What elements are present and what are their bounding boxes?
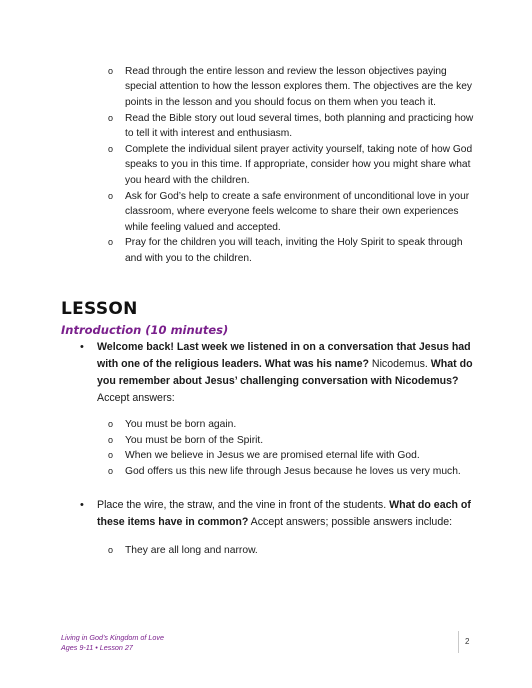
list-item-text: They are all long and narrow. [125, 545, 258, 556]
list-item [108, 142, 480, 188]
welcome-question-item [82, 339, 484, 407]
bullet-dot-icon: • [80, 499, 84, 511]
answers-list [108, 417, 480, 480]
footer-divider [458, 631, 459, 653]
possible-answers-list [108, 543, 480, 559]
preparation-list [108, 64, 480, 267]
circle-bullet-icon: o [108, 450, 114, 461]
circle-bullet-icon: o [108, 466, 114, 477]
list-item [108, 235, 480, 266]
list-item [108, 189, 480, 235]
circle-bullet-icon: o [108, 112, 114, 123]
circle-bullet-icon: o [108, 419, 114, 429]
list-item [108, 64, 480, 110]
answer-text: Nicodemus. [368, 358, 431, 370]
circle-bullet-icon: o [108, 66, 114, 76]
list-item [108, 417, 480, 433]
list-item-text: Read through the entire lesson and review the lesson objectives paying special attention to how the lesson explores them. The objectives are the key points in the lesson and you should focus on them when you teach it. [125, 66, 472, 108]
list-item-text: Read the Bible story out loud several times, both planning and practicing how to tell it with interest and enthusiasm. [125, 112, 474, 140]
instruction-text: Accept answers; possible answers include: [248, 516, 453, 528]
instruction-text: Accept answers: [97, 392, 175, 404]
footer-series-title: Living in God’s Kingdom of Love [61, 633, 164, 642]
list-item [108, 464, 480, 480]
introduction-heading: Introduction (10 minutes) [61, 323, 229, 337]
circle-bullet-icon: o [108, 190, 114, 201]
list-item-text: When we believe in Jesus we are promised eternal life with God. [125, 450, 420, 462]
circle-bullet-icon: o [108, 545, 114, 555]
list-item-text: God offers us this new life through Jesus because he loves us very much. [125, 466, 461, 478]
list-item-text: Complete the individual silent prayer activity yourself, taking note of how God speaks to you in this time. If appropriate, consider how you might share what you heard with the children. [125, 144, 473, 186]
circle-bullet-icon: o [108, 144, 114, 155]
items-question-item [82, 497, 484, 531]
bullet-dot-icon: • [80, 341, 84, 353]
instruction-text: Place the wire, the straw, and the vine in front of the students. [97, 499, 390, 511]
list-item-text: Ask for God’s help to create a safe environment of unconditional love in your classroom, where everyone feels welcome to share their own experiences while feeling valued and accepted. [125, 190, 470, 233]
list-item [108, 111, 480, 142]
items-question-text [82, 497, 484, 531]
page-number: 2 [465, 637, 470, 646]
question-bold-text: What do you remember about Jesus’ challenging conversation with Nicodemus? [97, 358, 473, 387]
question-bold-text: What do each of these items have in common? [97, 499, 471, 528]
list-item [108, 448, 480, 464]
footer-lesson-info: Ages 9-11 • Lesson 27 [61, 643, 133, 652]
list-item [108, 543, 480, 559]
circle-bullet-icon: o [108, 237, 114, 248]
footer [61, 633, 164, 653]
list-item-text: Pray for the children you will teach, inviting the Holy Spirit to speak through and with you to the children. [125, 237, 463, 264]
welcome-question-text [82, 339, 484, 407]
list-item [108, 433, 480, 449]
question-bold-text: Welcome back! Last week we listened in on a conversation that Jesus had with one of the religious leaders. What was his name? [97, 341, 471, 370]
list-item-text: You must be born of the Spirit. [125, 434, 264, 446]
circle-bullet-icon: o [108, 434, 114, 445]
section-title: LESSON [61, 299, 138, 319]
list-item-text: You must be born again. [125, 419, 237, 430]
